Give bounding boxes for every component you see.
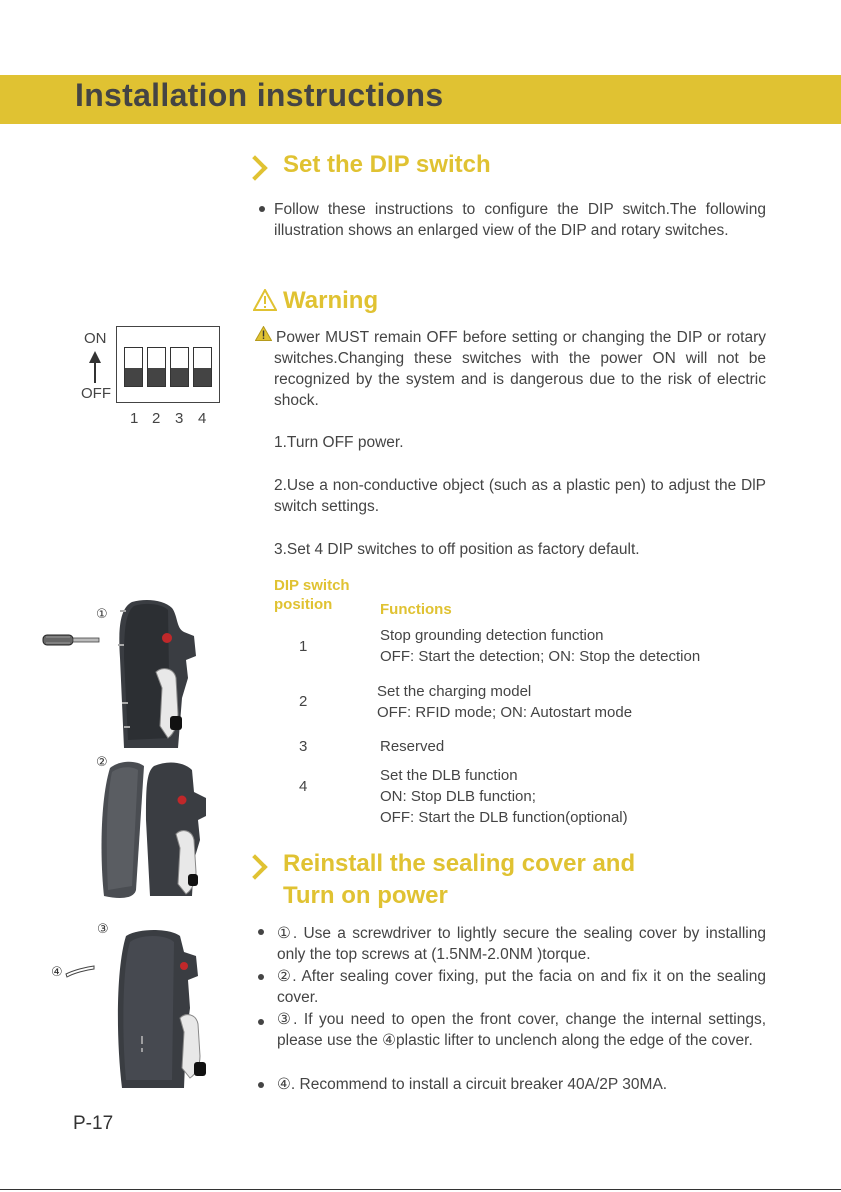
step-1: 1.Turn OFF power. xyxy=(274,434,404,451)
plastic-lifter-icon xyxy=(64,964,96,978)
table-row-3-position: 3 xyxy=(299,738,308,755)
dip-number-2: 2 xyxy=(152,410,161,427)
dip-switch-2 xyxy=(147,347,166,387)
charger-closed-image xyxy=(114,928,216,1090)
dip-switch-4 xyxy=(193,347,212,387)
table-row-1-line2: OFF: Start the detection; ON: Stop the detection xyxy=(380,648,701,665)
dip-number-3: 3 xyxy=(175,410,184,427)
chevron-right-icon xyxy=(242,155,267,180)
page-title: Installation instructions xyxy=(75,77,444,113)
figure-label-1: ① xyxy=(96,606,108,621)
table-row-2-line1: Set the charging model xyxy=(377,683,532,700)
bottom-divider xyxy=(0,1189,841,1190)
table-row-4-line1: Set the DLB function xyxy=(380,767,518,784)
bullet-icon xyxy=(258,1019,264,1025)
bullet-icon xyxy=(258,929,264,935)
dip-number-1: 1 xyxy=(130,410,139,427)
table-header-functions: Functions xyxy=(380,601,452,618)
section-title-dip: Set the DIP switch xyxy=(283,151,491,178)
page-number: P-17 xyxy=(73,1113,114,1134)
table-row-2-line2: OFF: RFID mode; ON: Autostart mode xyxy=(377,704,633,721)
dip-switch-block xyxy=(116,326,220,403)
dip-off-label: OFF xyxy=(81,385,111,402)
screwdriver-icon xyxy=(42,632,102,648)
section-title-reinstall-2: Turn on power xyxy=(283,882,448,909)
table-row-1-position: 1 xyxy=(299,638,308,655)
table-header-position: DIP switch position xyxy=(274,577,350,613)
chevron-right-icon xyxy=(242,854,267,879)
reinstall-step-3: ③. If you need to open the front cover, change the internal settings, please use the ④plastic lifter to unclench along the edge of the cover. xyxy=(277,1011,766,1049)
table-row-3-line1: Reserved xyxy=(380,738,445,755)
dip-switch-3 xyxy=(170,347,189,387)
warning-text: Power MUST remain OFF before setting or changing the DIP or rotary switches.Changing these switches with the power ON will not be recognized by the system and is dangerous due to the risk of electric shock. xyxy=(274,329,766,409)
bullet-icon xyxy=(258,1082,264,1088)
step-2: 2.Use a non-conductive object (such as a plastic pen) to adjust the DlP switch settings. xyxy=(274,477,766,515)
bullet-icon xyxy=(259,206,265,212)
dip-switch-1 xyxy=(124,347,143,387)
figure-label-4: ④ xyxy=(51,964,63,979)
reinstall-step-2: ②. After sealing cover fixing, put the facia on and fix it on the sealing cover. xyxy=(277,968,766,1006)
dip-on-label: ON xyxy=(84,330,107,347)
reinstall-step-1: ①. Use a screwdriver to lightly secure the sealing cover by installing only the top screws at (1.5NM-2.0NM )torque. xyxy=(277,925,766,963)
table-row-4-line3: OFF: Start the DLB function(optional) xyxy=(380,809,628,826)
warning-small-icon xyxy=(255,326,272,341)
section-title-warning: Warning xyxy=(283,287,379,314)
section-title-reinstall: Reinstall the sealing cover and xyxy=(283,850,636,877)
table-row-4-line2: ON: Stop DLB function; xyxy=(380,788,536,805)
figure-label-3: ③ xyxy=(97,921,109,936)
arrow-up-icon xyxy=(88,351,102,383)
dip-intro-text: Follow these instructions to configure the DIP switch.The following illustration shows an enlarged view of the DIP and rotary switches. xyxy=(274,201,766,239)
table-row-4-position: 4 xyxy=(299,778,308,795)
reinstall-step-4: ④. Recommend to install a circuit breaker 40A/2P 30MA. xyxy=(277,1076,668,1093)
table-row-2-position: 2 xyxy=(299,693,308,710)
dip-number-4: 4 xyxy=(198,410,207,427)
table-row-1-line1: Stop grounding detection function xyxy=(380,627,604,644)
bullet-icon xyxy=(258,974,264,980)
figure-label-2: ② xyxy=(96,754,108,769)
charger-cover-image xyxy=(96,760,214,902)
step-3: 3.Set 4 DIP switches to off position as factory default. xyxy=(274,541,640,558)
warning-icon xyxy=(253,289,277,311)
charger-open-image xyxy=(112,598,204,750)
